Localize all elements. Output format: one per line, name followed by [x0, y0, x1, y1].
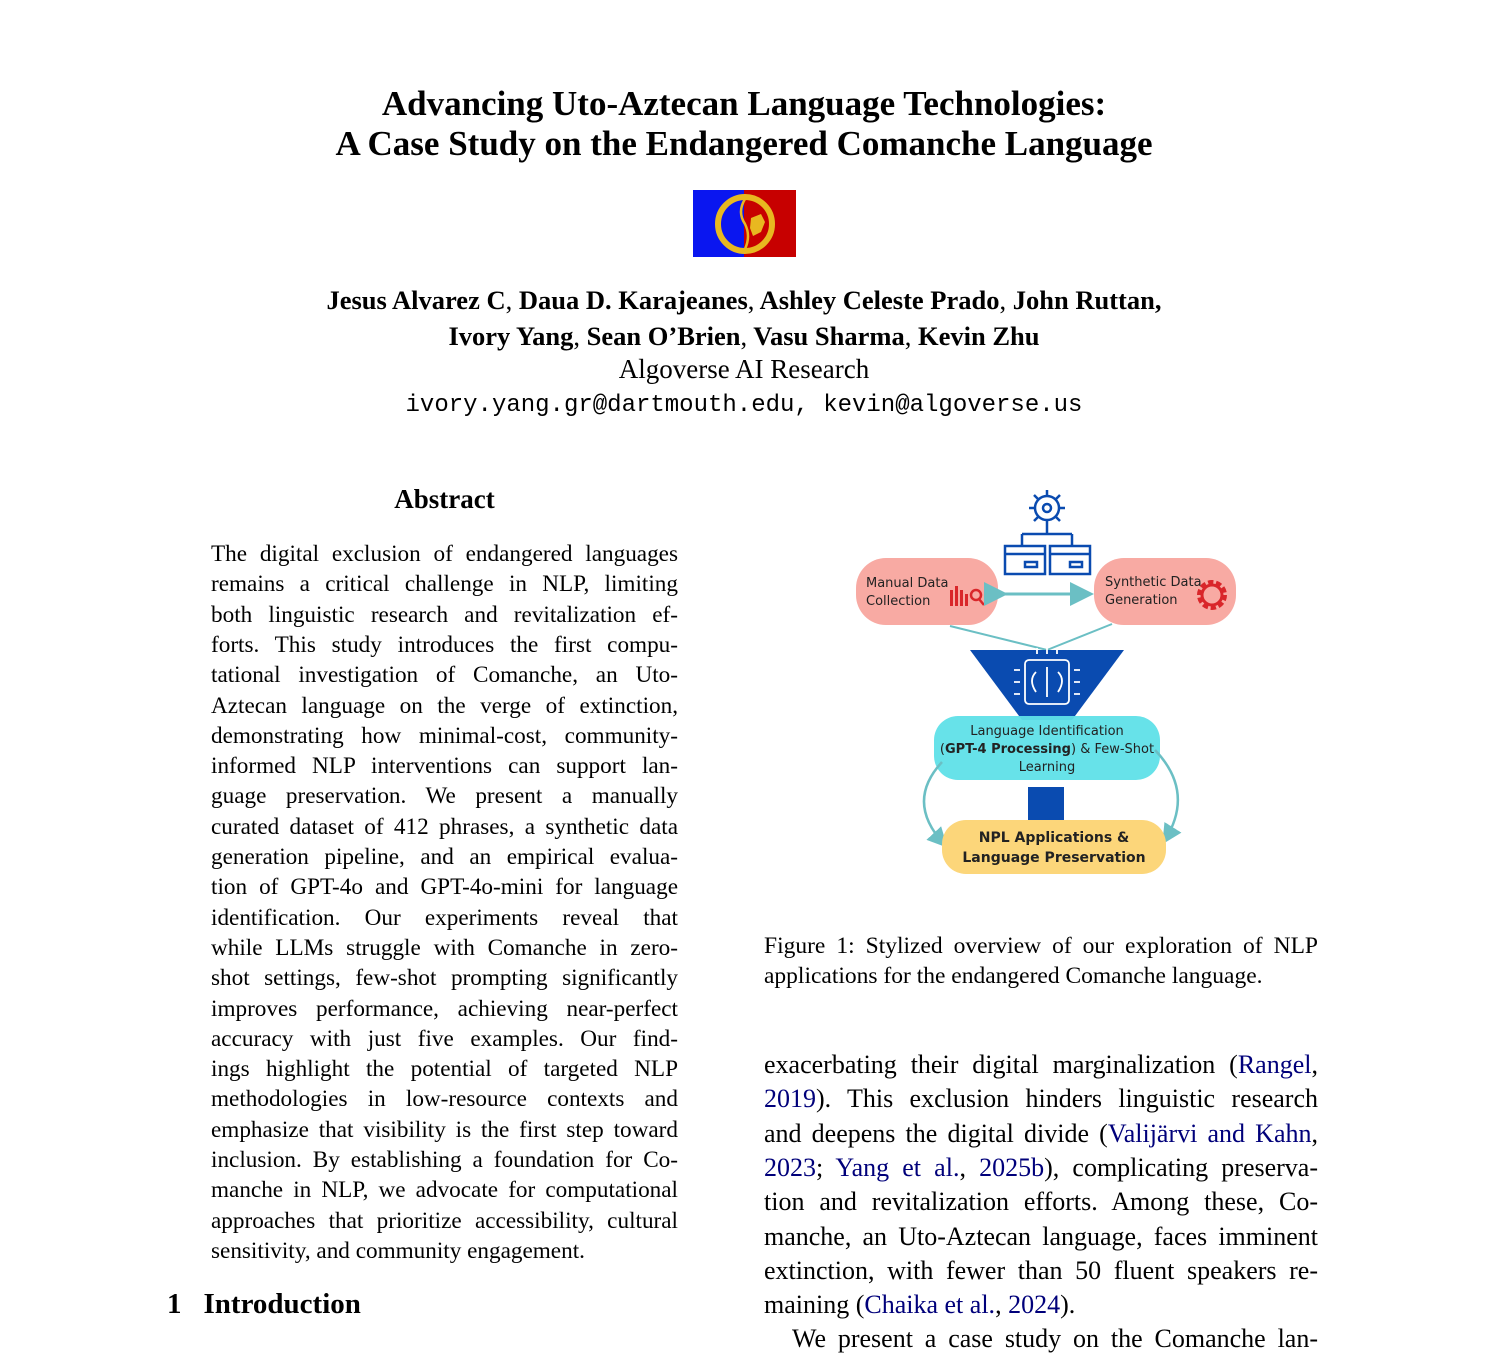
author-name: Kevin Zhu [917, 321, 1040, 351]
contact-emails[interactable]: ivory.yang.gr@dartmouth.edu, kevin@algoverse.us [405, 392, 1083, 419]
text-span: emphasize that visibility is the first step toward [211, 1116, 678, 1143]
text-span: curated dataset of 412 phrases, a synthetic data [211, 813, 678, 840]
svg-text:Synthetic Data: Synthetic Data [1105, 575, 1202, 590]
paper-title-line-1: Advancing Uto-Aztecan Language Technologies: [381, 84, 1107, 123]
text-line [211, 539, 678, 569]
text-span: and deepens the digital divide ( [764, 1118, 1108, 1148]
author-name: Sean O’Brien [586, 321, 741, 351]
section-heading-introduction: 1 Introduction [167, 1288, 361, 1320]
text-span: informed NLP interventions can support lan- [211, 753, 678, 780]
citation-link[interactable]: Chaika et al. [864, 1290, 996, 1320]
figure-1-diagram [850, 482, 1250, 882]
text-span: applications for the endangered Comanche language. [764, 963, 1263, 989]
svg-text:Language Preservation: Language Preservation [962, 850, 1146, 866]
synthetic-data-box [1094, 558, 1236, 625]
text-line [211, 1175, 678, 1205]
citation-link[interactable]: Rangel [1237, 1050, 1312, 1079]
text-line [211, 842, 678, 872]
text-line [764, 1082, 1318, 1116]
text-line [211, 630, 678, 660]
text-line [211, 751, 678, 781]
author-name: Ivory Yang [448, 321, 574, 351]
text-line [211, 872, 678, 902]
text-span: ; [816, 1152, 836, 1182]
text-span: forts. This study introduces the first compu- [211, 631, 678, 658]
text-line [211, 1024, 678, 1054]
text-span: guage preservation. We present a manually [211, 783, 678, 810]
text-span: shot settings, few-shot prompting significantly [211, 965, 678, 992]
citation-link[interactable]: 2024 [1008, 1290, 1061, 1320]
text-line [764, 1322, 1318, 1356]
text-span: sensitivity, and community engagement. [211, 1237, 585, 1264]
text-span: extinction, with fewer than 50 fluent speakers re- [764, 1255, 1318, 1285]
authors-line-1: Jesus Alvarez C, Daua D. Karajeanes, Ashley Celeste Prado, John Ruttan, [326, 285, 1162, 315]
affiliation: Algoverse AI Research [618, 354, 870, 384]
text-line [211, 903, 678, 933]
author-name: John Ruttan, [1012, 285, 1162, 315]
citation-link[interactable]: Valijärvi and Kahn [1107, 1118, 1312, 1148]
text-span: , [1311, 1118, 1318, 1148]
svg-text:Language Identification: Language Identification [970, 724, 1124, 739]
text-line [764, 1220, 1318, 1254]
text-line [211, 660, 678, 690]
author-name: Ashley Celeste Prado [759, 285, 1000, 315]
text-line [764, 1288, 1318, 1322]
authors-line-2: Ivory Yang, Sean O’Brien, Vasu Sharma, Kevin Zhu [448, 321, 1040, 351]
text-span: inclusion. By establishing a foundation for Co- [211, 1147, 678, 1173]
text-line [211, 1115, 678, 1145]
text-span: accuracy with just five examples. Our find- [211, 1025, 678, 1052]
text-span: manche in NLP, we advocate for computational [211, 1177, 678, 1204]
text-span: tational investigation of Comanche, an Uto- [211, 662, 678, 689]
text-span: The digital exclusion of endangered languages [211, 541, 678, 567]
text-line [211, 1236, 678, 1266]
text-span: manche, an Uto-Aztecan language, faces imminent [764, 1221, 1318, 1251]
text-line [211, 569, 678, 599]
svg-text:(GPT-4 Processing) & Few-Shot: (GPT-4 Processing) & Few-Shot [939, 742, 1155, 757]
text-span: ), complicating preserva- [1044, 1152, 1319, 1182]
text-line [211, 933, 678, 963]
text-line [764, 1048, 1318, 1082]
author-name: Daua D. Karajeanes [518, 285, 748, 315]
text-span: approaches that prioritize accessibility, cultural [211, 1207, 678, 1234]
citation-link[interactable]: Yang et al. [835, 1152, 960, 1182]
svg-text:NPL Applications &: NPL Applications & [978, 830, 1130, 846]
text-span: improves performance, achieving near-perfect [211, 995, 678, 1022]
text-span: while LLMs struggle with Comanche in zero- [211, 934, 678, 961]
citation-link[interactable]: 2023 [764, 1152, 816, 1182]
text-span: generation pipeline, and an empirical evalua- [211, 844, 678, 870]
text-line [211, 600, 678, 630]
text-line [211, 1084, 678, 1114]
text-line [764, 931, 1318, 961]
text-line [211, 781, 678, 811]
text-span: , [959, 1152, 980, 1182]
text-span: both linguistic research and revitalization ef- [211, 601, 678, 628]
svg-text:Collection: Collection [866, 594, 931, 609]
text-line [211, 1206, 678, 1236]
text-line [211, 963, 678, 993]
author-name: Jesus Alvarez C [326, 285, 506, 315]
text-span: ). This exclusion hinders linguistic research [816, 1084, 1318, 1114]
text-span: Aztecan language on the verge of extinction, [211, 692, 678, 719]
svg-text:Generation: Generation [1105, 593, 1178, 608]
text-span: ings highlight the potential of targeted NLP [211, 1056, 678, 1083]
text-line [211, 691, 678, 721]
text-line [211, 812, 678, 842]
text-span: tion and revitalization efforts. Among these, Co- [764, 1187, 1318, 1217]
text-line [211, 1054, 678, 1084]
abstract-heading: Abstract [394, 484, 495, 514]
text-span: ). [1060, 1290, 1076, 1320]
paper-title-line-2: A Case Study on the Endangered Comanche Language [335, 124, 1153, 163]
text-line [211, 994, 678, 1024]
text-span: tion of GPT-4o and GPT-4o-mini for language [211, 874, 678, 901]
text-span: exacerbating their digital marginalization ( [764, 1050, 1238, 1079]
comanche-nation-flag-logo [693, 190, 796, 257]
text-span: , [1311, 1050, 1318, 1079]
text-line [211, 721, 678, 751]
text-span: identification. Our experiments reveal that [211, 904, 678, 931]
citation-link[interactable]: 2019 [764, 1084, 816, 1114]
text-line [764, 961, 1318, 991]
gear-icon [1005, 490, 1090, 574]
text-span: Figure 1: Stylized overview of our exploration of NLP [764, 933, 1318, 959]
text-span: methodologies in low-resource contexts and [211, 1086, 678, 1113]
text-span: , [995, 1290, 1009, 1320]
text-span: maining ( [764, 1290, 865, 1320]
text-span: We present a case study on the Comanche lan- [792, 1324, 1318, 1354]
svg-text:Learning: Learning [1018, 760, 1076, 775]
text-line [764, 1254, 1318, 1288]
text-line [764, 1151, 1318, 1185]
text-span: remains a critical challenge in NLP, limiting [211, 571, 678, 598]
text-line [764, 1185, 1318, 1219]
text-span: demonstrating how minimal-cost, community- [211, 722, 678, 749]
citation-link[interactable]: 2025b [979, 1152, 1045, 1182]
text-line [764, 1117, 1318, 1151]
text-line [211, 1145, 678, 1175]
svg-text:Manual Data: Manual Data [866, 576, 949, 591]
author-name: Vasu Sharma [753, 321, 905, 351]
manual-data-box [856, 558, 998, 625]
